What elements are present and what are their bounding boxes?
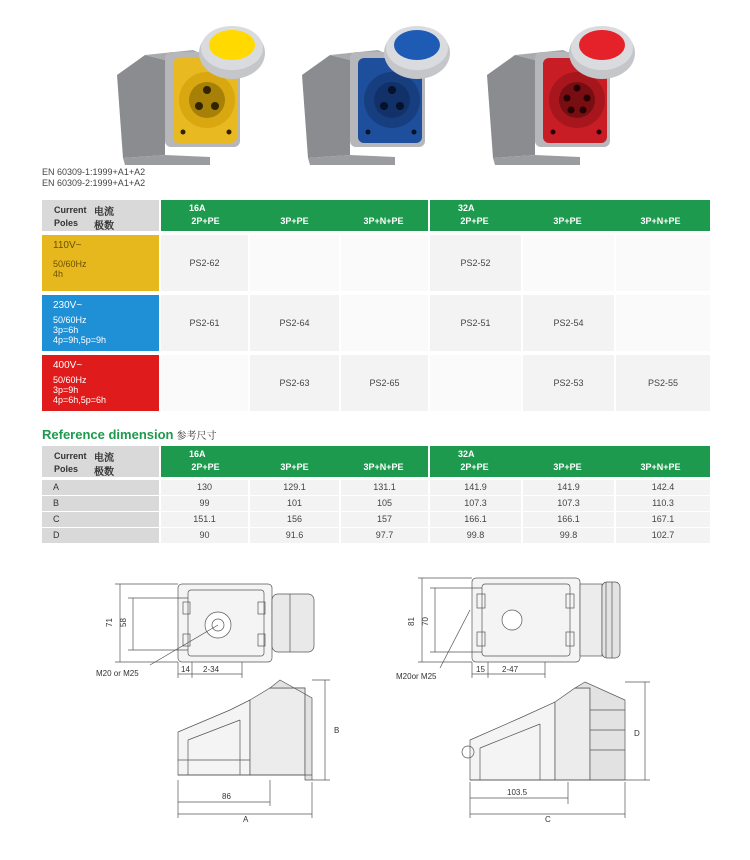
- dimension-row-b: [42, 496, 710, 511]
- dim-15: 15: [476, 665, 485, 674]
- dimension-label: D: [42, 528, 159, 543]
- amp-16a: 16A: [189, 203, 206, 213]
- model-cell: PS2-65: [341, 355, 428, 411]
- col-2p-pe: 2P+PE: [191, 216, 220, 226]
- dimension-cell: 167.1: [616, 512, 710, 527]
- dimension-row-a: [42, 480, 710, 495]
- col-2p-pe: 2P+PE: [460, 462, 489, 472]
- blue-socket-image: [300, 20, 470, 165]
- dimension-cell: 107.3: [430, 496, 521, 511]
- group-32a: [430, 446, 710, 477]
- frequency: 50/60Hz: [53, 315, 87, 325]
- rating-note: 4p=9h,5p=9h: [53, 335, 107, 345]
- current-zh: 电流: [94, 207, 114, 218]
- dim-b: B: [334, 726, 340, 735]
- col-3p-n-pe: 3P+N+PE: [640, 462, 681, 472]
- dim-2-34: 2-34: [203, 665, 220, 674]
- amp-32a: 32A: [458, 449, 475, 459]
- model-cell: PS2-63: [250, 355, 339, 411]
- dimension-cell: 131.1: [341, 480, 428, 495]
- model-cell: [523, 235, 614, 291]
- dimension-cell: 99.8: [430, 528, 521, 543]
- dim-70: 70: [421, 617, 430, 626]
- dimension-cell: 156: [250, 512, 339, 527]
- amp-16a: 16A: [189, 449, 206, 459]
- dim-d: D: [634, 729, 640, 738]
- dim-103-5: 103.5: [507, 788, 528, 797]
- socket-red-illustration: [485, 20, 655, 165]
- technical-drawings: [0, 570, 750, 860]
- model-cell: [341, 295, 428, 351]
- col-3p-n-pe: 3P+N+PE: [640, 216, 681, 226]
- voltage-label: [42, 355, 159, 411]
- dimension-cell: 166.1: [430, 512, 521, 527]
- model-cell: PS2-64: [250, 295, 339, 351]
- voltage-label: [42, 295, 159, 351]
- reference-title-zh: 参考尺寸: [176, 431, 217, 442]
- voltage-value: 400V~: [53, 360, 83, 371]
- dim-2-47: 2-47: [502, 665, 519, 674]
- dim-81: 81: [407, 617, 416, 626]
- gland-label-left: M20 or M25: [96, 669, 139, 678]
- dim-14: 14: [181, 665, 190, 674]
- dimension-cell: 130: [161, 480, 248, 495]
- dimension-cell: 107.3: [523, 496, 614, 511]
- dimension-drawings: [0, 570, 750, 860]
- dimension-cell: 110.3: [616, 496, 710, 511]
- rating-row-230v: [42, 295, 710, 351]
- standards-list: [42, 167, 145, 189]
- reference-dimension-title: [42, 427, 217, 442]
- col-3p-n-pe: 3P+N+PE: [363, 216, 404, 226]
- dimension-cell: 97.7: [341, 528, 428, 543]
- dimension-cell: 102.7: [616, 528, 710, 543]
- col-3p-pe: 3P+PE: [280, 216, 309, 226]
- standard-1: EN 60309-1:1999+A1+A2: [42, 167, 146, 177]
- dimension-cell: 101: [250, 496, 339, 511]
- col-3p-pe: 3P+PE: [553, 462, 582, 472]
- dimension-cell: 99: [161, 496, 248, 511]
- model-cell: [250, 235, 339, 291]
- socket-yellow-illustration: [115, 20, 285, 165]
- dim-c: C: [545, 815, 551, 824]
- poles-zh: 极数: [94, 221, 114, 232]
- model-cell: [341, 235, 428, 291]
- dimension-label: C: [42, 512, 159, 527]
- dimension-cell: 90: [161, 528, 248, 543]
- poles-en: Poles: [54, 464, 79, 474]
- rating-row-400v: [42, 355, 710, 411]
- col-3p-pe: 3P+PE: [280, 462, 309, 472]
- frequency: 50/60Hz: [53, 259, 87, 269]
- dimension-cell: 141.9: [430, 480, 521, 495]
- amp-32a: 32A: [458, 203, 475, 213]
- model-cell: PS2-53: [523, 355, 614, 411]
- model-cell: [430, 355, 521, 411]
- model-cell: PS2-62: [161, 235, 248, 291]
- product-photos: [0, 0, 750, 165]
- voltage-label: [42, 235, 159, 291]
- model-cell: [616, 235, 710, 291]
- model-cell: PS2-52: [430, 235, 521, 291]
- dimension-row-c: [42, 512, 710, 527]
- rating-note: 3p=6h: [53, 325, 79, 335]
- dimension-cell: 129.1: [250, 480, 339, 495]
- voltage-value: 230V~: [53, 300, 83, 311]
- current-poles-header: [42, 446, 159, 477]
- dimension-cell: 157: [341, 512, 428, 527]
- gland-label-right: M20or M25: [396, 672, 437, 681]
- dimension-cell: 142.4: [616, 480, 710, 495]
- model-cell: PS2-55: [616, 355, 710, 411]
- group-32a: [430, 200, 710, 231]
- rating-row-110v: [42, 235, 710, 291]
- standard-2: EN 60309-2:1999+A1+A2: [42, 178, 146, 188]
- dimension-cell: 91.6: [250, 528, 339, 543]
- voltage-value: 110V~: [53, 240, 82, 251]
- model-cell: PS2-51: [430, 295, 521, 351]
- dimension-cell: 151.1: [161, 512, 248, 527]
- col-3p-n-pe: 3P+N+PE: [363, 462, 404, 472]
- poles-en: Poles: [54, 218, 79, 228]
- dimension-cell: 105: [341, 496, 428, 511]
- dimension-cell: 141.9: [523, 480, 614, 495]
- dimension-cell: 166.1: [523, 512, 614, 527]
- group-16a: [161, 446, 428, 477]
- dimension-table-header: [42, 446, 710, 477]
- col-2p-pe: 2P+PE: [191, 462, 220, 472]
- yellow-socket-image: [115, 20, 285, 165]
- current-en: Current: [54, 205, 87, 215]
- model-cell: [616, 295, 710, 351]
- dim-86: 86: [222, 792, 231, 801]
- ratings-table: [42, 200, 710, 411]
- current-zh: 电流: [94, 453, 114, 464]
- dimension-label: B: [42, 496, 159, 511]
- dimension-cell: 99.8: [523, 528, 614, 543]
- current-poles-header: [42, 200, 159, 231]
- reference-title-en: Reference dimension: [42, 427, 174, 442]
- frequency: 50/60Hz: [53, 375, 87, 385]
- socket-blue-illustration: [300, 20, 470, 165]
- dim-a: A: [243, 815, 249, 824]
- model-cell: [161, 355, 248, 411]
- group-16a: [161, 200, 428, 231]
- rating-note: 4p=6h,5p=6h: [53, 395, 107, 405]
- dim-58: 58: [119, 618, 128, 627]
- dim-71: 71: [105, 618, 114, 627]
- dimension-row-d: [42, 528, 710, 543]
- col-3p-pe: 3P+PE: [553, 216, 582, 226]
- dimension-label: A: [42, 480, 159, 495]
- model-cell: PS2-54: [523, 295, 614, 351]
- rating-note: 4h: [53, 269, 64, 279]
- ratings-table-header: [42, 200, 710, 231]
- model-cell: PS2-61: [161, 295, 248, 351]
- col-2p-pe: 2P+PE: [460, 216, 489, 226]
- rating-note: 3p=9h: [53, 385, 79, 395]
- dimension-table: [42, 446, 710, 543]
- red-socket-image: [485, 20, 655, 165]
- poles-zh: 极数: [94, 467, 114, 478]
- current-en: Current: [54, 451, 87, 461]
